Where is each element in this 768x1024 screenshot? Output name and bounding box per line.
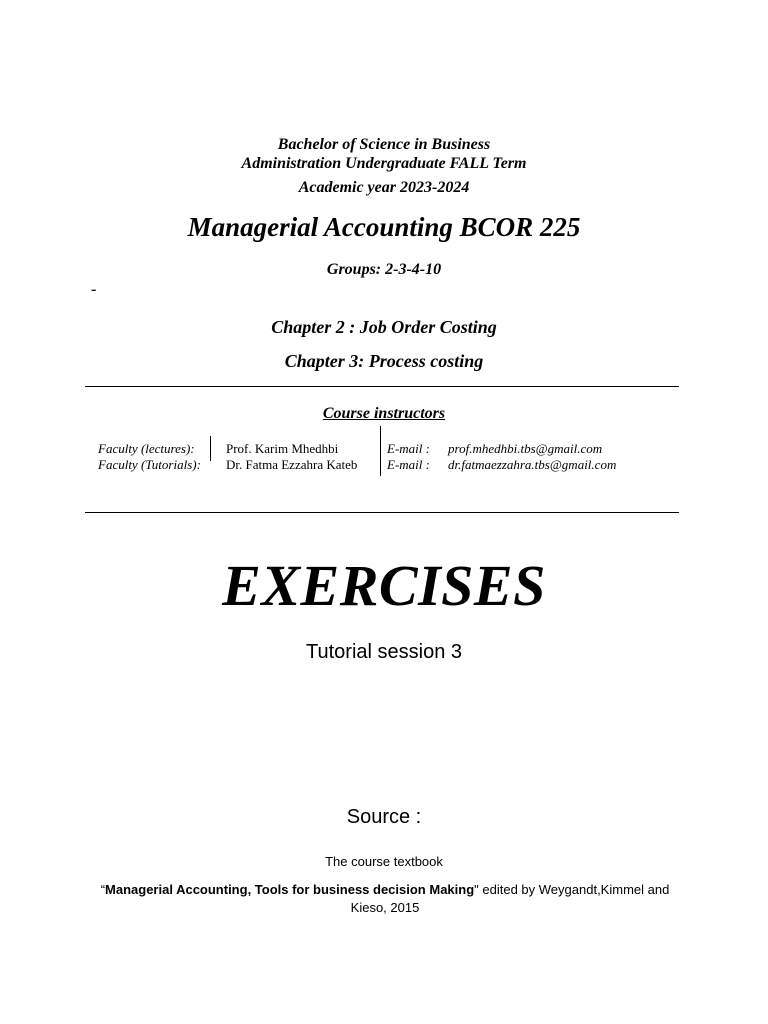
groups: Groups: 2-3-4-10 <box>326 261 442 278</box>
instructor-role: Faculty (lectures): <box>98 441 195 456</box>
instructor-role-column <box>98 441 201 473</box>
column-separator <box>210 436 211 461</box>
textbook-line: The course textbook <box>325 854 443 869</box>
course-title: Managerial Accounting BCOR 225 <box>187 212 581 242</box>
instructor-email: prof.mhedhbi.tbs@gmail.com <box>448 441 603 456</box>
textbook-citation <box>100 881 670 917</box>
citation-rest: edited by Weygandt,Kimmel and Kieso, 2015 <box>350 882 670 915</box>
instructor-role: Faculty (Tutorials): <box>98 457 201 472</box>
instructor-name: Dr. Fatma Ezzahra Kateb <box>226 457 358 472</box>
divider-bottom <box>85 512 679 513</box>
citation-open-quote: “ <box>100 882 106 897</box>
chapter-3-title: Chapter 3: Process costing <box>284 351 484 371</box>
source-label: Source : <box>346 806 422 828</box>
academic-year: Academic year 2023-2024 <box>298 179 470 196</box>
column-separator <box>380 426 381 476</box>
citation-close-quote: " <box>474 882 479 897</box>
email-label: E-mail : <box>387 457 430 472</box>
instructor-name-column <box>226 441 357 473</box>
citation-title: Managerial Accounting, Tools for business decision Making <box>105 882 475 897</box>
instructor-email: dr.fatmaezzahra.tbs@gmail.com <box>448 457 617 472</box>
tutorial-session: Tutorial session 3 <box>306 641 462 663</box>
divider-top <box>85 386 679 387</box>
program-line-2: Administration Undergraduate FALL Term <box>241 155 527 172</box>
instructor-name: Prof. Karim Mhedhbi <box>226 441 339 456</box>
email-label-column <box>387 441 430 473</box>
email-label: E-mail : <box>387 441 430 456</box>
program-line-1: Bachelor of Science in Business <box>277 136 491 153</box>
dash-marker: - <box>91 281 97 298</box>
exercises-title: EXERCISES <box>222 553 546 618</box>
email-column <box>448 441 616 473</box>
instructors-heading: Course instructors <box>322 405 446 422</box>
chapter-2-title: Chapter 2 : Job Order Costing <box>271 317 497 337</box>
